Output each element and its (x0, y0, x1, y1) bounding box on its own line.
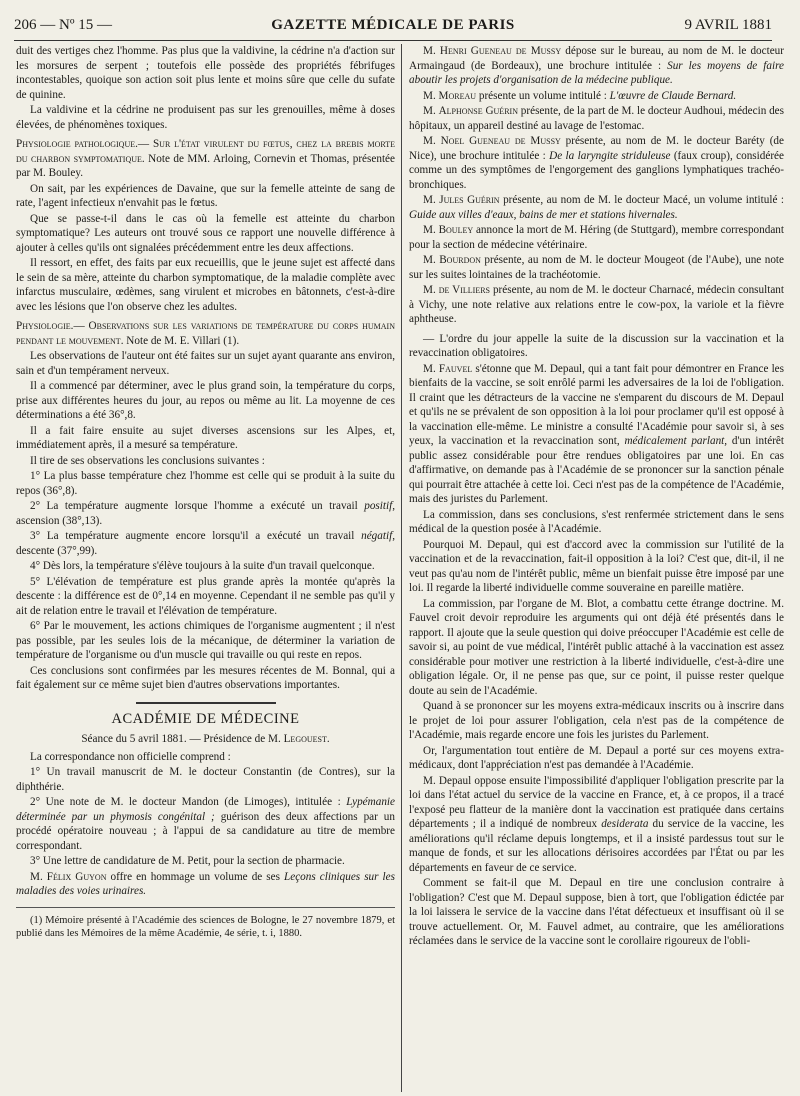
italic-title: Lypémanie déterminée par un phymosis congénital ; (16, 796, 395, 823)
person-name: Fauvel (438, 362, 473, 375)
text: présente, de la part de M. le docteur Audhoui, médecin des hôpitaux, un appareil destiné au lavage de l'estomac. (409, 105, 784, 132)
text: présente, au nom de M. le docteur Macé, un volume intitulé : (499, 194, 784, 206)
text: présente, au nom de M. le docteur Mougeot (de l'Aube), une note sur les suites lointaines de la trachéotomie. (409, 254, 784, 281)
paragraph: La valdivine et la cédrine ne produisent pas sur les grenouilles, même à doses élevées, de phénomènes toxiques. (16, 104, 395, 131)
paragraph: — L'ordre du jour appelle la suite de la discussion sur la vaccination et la revaccination obligatoires. (409, 332, 784, 359)
correspondence-item (16, 795, 395, 853)
section-title: Physiologie pathologique.— Sur l'état virulent du fœtus, chez la brebis morte du charbon symptomatique. (16, 138, 395, 165)
text: présente, au nom de M. le docteur Baréty (de Nice), une brochure intitulée : (409, 135, 784, 162)
paragraph: Pourquoi M. Depaul, qui est d'accord avec la commission sur l'utilité de la vaccination et de la revaccination, fait-il opposition à la loi? C'est que, dit-il, il ne veut pas qu'au nom de l'intérêt public, même un bienfait puisse être imposé par une loi. Il regarde la liberté individuelle comme souveraine en pareille matière. (409, 538, 784, 594)
text: , descente (37°,99). (16, 530, 395, 557)
italic-title: L'œuvre de Claude Bernard. (609, 89, 737, 102)
text: M. (423, 45, 440, 57)
paragraph (409, 104, 784, 133)
text: M. (423, 105, 439, 117)
text: d'un intérêt public assez considérable pour être rendues obligatoires par une loi. En cas d'affirmative, on demande pas à l'Académie de se prononcer sur la sanction pénale qui pourrait être attachée à cette loi. Ceci n'est pas de la compétence de l'Académie, mais des juristes du Parlement. (409, 435, 784, 505)
text: (faux croup), considérée comme un des symptômes de l'engorgement des ganglions lymphatiques trachéo-bronchiques. (409, 149, 784, 191)
conclusion-item: 4° Dès lors, la température s'élève toujours à la suite d'un travail quelconque. (30, 560, 375, 572)
text: M. (423, 89, 439, 102)
section-title: Physiologie.— Observations sur les variations de température du corps humain pendant le mouvement. (16, 320, 395, 347)
paragraph (409, 253, 784, 282)
text: Séance du 5 avril 1881. — Présidence de M. (81, 733, 284, 745)
paragraph (409, 283, 784, 327)
paragraph: Les observations de l'auteur ont été faites sur un sujet ayant quarante ans environ, sain et d'un tempérament nerveux. (16, 350, 395, 377)
person-name: Jules Guérin (439, 194, 500, 206)
person-name: de Villiers (438, 284, 490, 296)
footnote-rule (16, 907, 395, 908)
text: s'étonne que M. Depaul, qui a tant fait pour démontrer en France les bienfaits de la vaccine, se soit enrôlé parmi les adversaires de la loi de l'obligation. Il craint que les détracteurs de la vaccine ne s'emparent du discours de M. Depaul et qu'ils ne se prévalent de son opposition à la loi pour proclamer qu'il est opposé à la vaccination elle-même. Le ministre a consulté l'Académie pour savoir si, à ses yeux, la vaccination et la revaccination sont, (409, 362, 784, 447)
italic-term: positif (364, 500, 393, 512)
paragraph (409, 134, 784, 192)
paragraph (409, 774, 784, 876)
text: présente un volume intitulé : (476, 89, 610, 102)
text: M. (423, 284, 439, 296)
italic-title: De la laryngite striduleuse (549, 149, 671, 162)
text: 2° La température augmente lorsque l'homme a exécuté un travail (30, 500, 365, 512)
conclusion-item: 1° La plus basse température chez l'homme est celle qui se produit à la suite du repos (36°,8). (16, 470, 395, 497)
text: guérison des deux affections par un procédé opératoire nouveau ; à l'appui de sa candidature au titre de membre correspondant. (16, 810, 395, 852)
paragraph (409, 362, 784, 507)
conclusion-item (16, 529, 395, 558)
person-name: Bourdon (439, 254, 481, 266)
text: 2° Une note de M. le docteur Mandon (de Limoges), intitulée : (30, 796, 347, 808)
person-name: Henri Gueneau de Mussy (439, 45, 562, 57)
paragraph (409, 193, 784, 222)
text: dépose sur le bureau, au nom de M. le docteur Armaingaud (de Bordeaux), une brochure intitulée : (409, 45, 784, 72)
paragraph (16, 870, 395, 899)
text: M. Depaul oppose ensuite l'impossibilité d'appliquer l'obligation prescrite par la loi dans l'état actuel du service de la vaccine en France, et, à ce propos, il a tracé l'exposé peu flatteur de la manière dont la vaccination est pratiquée dans certains départements ; il a indiqué de nombreux (409, 774, 784, 830)
page-number: 206 — Nº 15 — (14, 17, 112, 33)
paragraph: Il a commencé par déterminer, avec le plus grand soin, la température du corps, prise aux différentes heures du jour, au repos ou même au lit. La moyenne de ces déterminations a été 36°,8. (16, 380, 395, 421)
text: , ascension (38°,13). (16, 500, 395, 527)
paragraph (409, 44, 784, 88)
paragraph: Ces conclusions sont confirmées par les mesures récentes de M. Bonnal, qui a fait également sur ce même sujet bien d'autres observations importantes. (16, 664, 395, 691)
section-physiologie-pathologique (16, 137, 395, 181)
person-name: Noel Gueneau de Mussy (440, 135, 561, 147)
text: M. (423, 194, 440, 206)
paragraph: Or, l'argumentation tout entière de M. Depaul a porté sur ces moyens extra-médicaux, dont l'appréciation n'est pas demandée à l'Académie. (409, 744, 784, 771)
paragraph: Il tire de ses observations les conclusions suivantes : (30, 454, 265, 467)
text: M. (423, 362, 439, 375)
paragraph: duit des vertiges chez l'homme. Pas plus que la valdivine, la cédrine n'a d'action sur les morsures de serpent ; toutefois elle possède des propriétés fébrifuges incontestables, quoique son action soit plus lente et moins sûre que celle du sufate de quinine. (16, 45, 395, 101)
paragraph: La commission, par l'organe de M. Blot, a combattu cette étrange doctrine. M. Fauvel croit devoir reproduire les arguments qui ont déjà été présentés dans le rapport. Il ajoute que la seule question qui doive préoccuper l'Académie est celle de savoir si, au point de vue médical, l'intérêt public attaché à la vaccination est assez considérable pour motiver une restriction à la liberté individuelle, c'est-à-dire une obligation légale. Or, il ne pense pas que, sur ce point, il puisse rester quelque doute au sein de l'Académie. (409, 597, 784, 697)
italic-title: Guide aux villes d'eaux, bains de mer et stations hivernales. (409, 208, 678, 221)
issue-date: 9 AVRIL 1881 (684, 17, 772, 33)
text: présente, au nom de M. le docteur Charnacé, médecin consultant à Vichy, une note relative aux relations entre le cow-pox, la variole et la fièvre aphtheuse. (409, 284, 784, 325)
section-note: Note de MM. Arloing, Cornevin et Thomas, présentée par M. Bouley. (16, 152, 395, 179)
footnote: (1) Mémoire présenté à l'Académie des sciences de Bologne, le 27 novembre 1879, et publié dans les Mémoires de la même Académie, 4e série, t. i, 1880. (16, 914, 395, 939)
text: du service de la vaccine, les améliorations qu'il réclame depuis longtemps, et il a insisté pardessus tout sur le manque de fonds, et sur les allocations dérisoires accordées par l'État ou par les départements en faveur de ce service. (409, 818, 784, 874)
paragraph: La correspondance non officielle comprend : (30, 750, 231, 763)
italic-title: Leçons cliniques sur les maladies des voies urinaires. (16, 870, 395, 897)
person-name: Félix Guyon (46, 870, 107, 883)
paragraph: Quand à se prononcer sur les moyens extra-médicaux inscrits ou à inscrire dans le projet de loi pour assurer l'obligation, cela n'est pas de la compétence de l'Académie, mais regarde encore une fois les juristes du Parlement. (409, 700, 784, 741)
conclusion-item: 6° Par le mouvement, les actions chimiques de l'organisme augmentent ; il n'est pas possible, par les seules lois de la mécanique, de déterminer la variation de température de l'organisme ou d'un muscle qui travaille ou qui reste en repos. (16, 620, 395, 661)
text: M. (423, 224, 439, 236)
paragraph (409, 223, 784, 252)
seance-line (16, 732, 395, 747)
paragraph: On sait, par les expériences de Davaine, que sur la femelle atteinte de sang de rate, l'agent infectieux n'envahit pas le fœtus. (16, 182, 395, 209)
text: M. (423, 254, 440, 266)
text: M. (423, 135, 441, 147)
conclusion-item: 5° L'élévation de température est plus grande après la montée qu'après la descente : la différence est de 0°,14 en moyenne. Cependant il ne semble pas qu'il y ait de relation entre le travail et l'élévation de température. (16, 575, 395, 617)
paragraph: Il ressort, en effet, des faits par eux recueillis, que le jeune sujet est affecté dans le sein de sa mère, atteinte du charbon symptomatique, de la maladie complète avec infarctus musculaire, œdèmes, sang virulent et microbes en bâtonnets, c'est-à-dire avec les lésions que l'on observe chez les adultes. (16, 257, 395, 313)
text: M. (30, 870, 47, 883)
conclusion-item (16, 499, 395, 528)
correspondence-item: 1° Un travail manuscrit de M. le docteur Constantin (de Contres), sur la diphthérie. (16, 766, 395, 793)
text: 3° La température augmente encore lorsqu'il a exécuté un travail (30, 530, 362, 542)
paragraph: La commission, dans ses conclusions, s'est renfermée strictement dans le sens médical de la question posée à l'Académie. (409, 508, 784, 535)
correspondence-item: 3° Une lettre de candidature de M. Petit, pour la section de pharmacie. (30, 855, 345, 867)
person-name: Bouley (438, 224, 474, 236)
italic-term: médicalement parlant, (624, 435, 728, 447)
person-name: Alphonse Guérin (438, 105, 518, 117)
section-separator (136, 702, 276, 704)
italic-title: Sur les moyens de faire aboutir les projets d'organisation de la médecine publique. (409, 59, 784, 86)
text: offre en hommage un volume de ses (106, 870, 285, 883)
column-divider (401, 44, 402, 1092)
italic-term: desiderata (601, 818, 649, 830)
gazette-title: GAZETTE MÉDICALE DE PARIS (271, 17, 515, 33)
president-name: Legouest (283, 733, 327, 745)
right-column (409, 44, 784, 1092)
italic-term: négatif (361, 530, 393, 542)
page-header (14, 12, 772, 38)
paragraph: Comment se fait-il que M. Depaul en tire une conclusion contraire à l'obligation? C'est que M. Depaul suppose, bien à tort, que l'obligation édictée par la loi laissera le service de la vaccine dans l'état défectueux et insuffisant où il se trouve actuellement. Or, M. Fauvel admet, au contraire, que les améliorations réclamées dans le service de la vaccine sont le corollaire rigoureux de l'obli- (409, 877, 784, 947)
paragraph: Il a fait faire ensuite au sujet diverses ascensions sur les Alpes, et, immédiatement après, il a mesuré sa température. (16, 424, 395, 451)
section-physiologie (16, 319, 395, 348)
person-name: Moreau (438, 89, 477, 102)
paragraph (409, 89, 784, 104)
section-note: Note de M. E. Villari (1). (123, 334, 240, 347)
academie-heading: ACADÉMIE DE MÉDECINE (111, 710, 300, 727)
text: . (326, 733, 330, 745)
header-rule (14, 40, 772, 41)
paragraph: Que se passe-t-il dans le cas où la femelle est atteinte du charbon symptomatique? Les auteurs ont trouvé sous ce rapport une nouvelle différence à ajouter à celles qu'ils ont signalées précédemment entre les deux affections. (16, 212, 395, 254)
text: annonce la mort de M. Héring (de Stuttgard), membre correspondant pour la section de médecine vétérinaire. (409, 224, 784, 251)
left-column (16, 44, 395, 1092)
